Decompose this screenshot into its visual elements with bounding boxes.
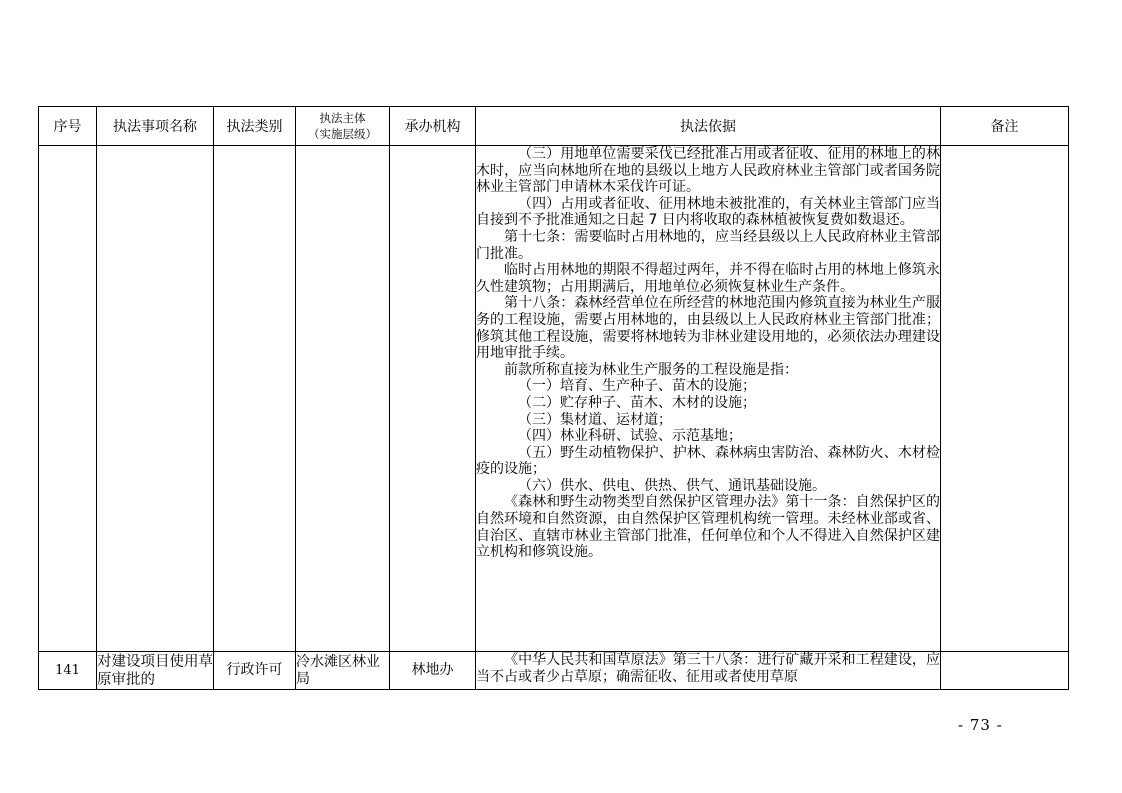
cell-basis-continued — [476, 146, 941, 652]
basis-paragraph: （五）野生动植物保护、护林、森林病虫害防治、森林防火、木材检疫的设施； — [476, 444, 940, 478]
header-category: 执法类别 — [214, 107, 296, 146]
table-row-141 — [39, 652, 1069, 690]
header-item-name: 执法事项名称 — [97, 107, 214, 146]
cell-category-empty — [214, 146, 296, 652]
basis-paragraph: 《中华人民共和国草原法》第三十八条：进行矿藏开采和工程建设，应当不占或者少占草原；确需征收、征用或者使用草原 — [476, 652, 940, 685]
basis-paragraph: 临时占用林地的期限不得超过两年，并不得在临时占用的林地上修筑永久性建筑物；占用期满后，用地单位必须恢复林业生产条件。 — [476, 262, 940, 295]
basis-paragraph: （一）培育、生产种子、苗木的设施； — [518, 378, 756, 395]
header-remarks: 备注 — [941, 107, 1069, 146]
table-row-continued — [39, 146, 1069, 652]
cell-seq-empty — [39, 146, 97, 652]
header-agency: 承办机构 — [390, 107, 476, 146]
cell-subject: 冷水滩区林业局 — [296, 652, 390, 690]
basis-paragraph: （四）林业科研、试验、示范基地； — [518, 428, 742, 445]
basis-paragraph: （二）贮存种子、苗木、木材的设施； — [518, 394, 756, 411]
cell-seq: 141 — [39, 652, 97, 690]
basis-paragraph: （三）用地单位需要采伐已经批准占用或者征收、征用的林地上的林木时，应当向林地所在地的县级以上地方人民政府林业主管部门或者国务院林业主管部门申请林木采伐许可证。 — [476, 146, 940, 196]
header-seq: 序号 — [39, 107, 97, 146]
header-subject-line1: 执法主体 — [319, 111, 366, 125]
basis-paragraph: （四）占用或者征收、征用林地未被批准的，有关林业主管部门应当自接到不予批准通知之日起 7 日内将收取的森林植被恢复费如数退还。 — [476, 195, 940, 229]
basis-paragraph: （六）供水、供电、供热、供气、通讯基础设施。 — [518, 477, 826, 494]
cell-agency: 林地办 — [390, 652, 476, 690]
cell-remarks — [941, 652, 1069, 690]
cell-remarks-empty — [941, 146, 1069, 652]
cell-basis — [476, 652, 941, 690]
basis-paragraph: 前款所称直接为林业生产服务的工程设施是指： — [504, 361, 798, 378]
header-subject-line2: （实施层级） — [308, 127, 377, 141]
header-basis: 执法依据 — [476, 107, 941, 146]
basis-paragraph: 第十八条：森林经营单位在所经营的林地范围内修筑直接为林业生产服务的工程设施，需要占用林地的，由县级以上人民政府林业主管部门批准；修筑其他工程设施，需要将林地转为非林业建设用地的，必须依法办理建设用地审批手续。 — [476, 295, 940, 362]
law-enforcement-table — [38, 106, 1069, 690]
header-row — [39, 107, 1069, 146]
cell-subject-empty — [296, 146, 390, 652]
cell-category: 行政许可 — [214, 652, 296, 690]
basis-paragraphs — [476, 146, 940, 561]
page-number: - 73 - — [958, 716, 1003, 734]
basis-paragraph: （三）集材道、运材道； — [518, 411, 672, 428]
cell-agency-empty — [390, 146, 476, 652]
basis-paragraph: 《森林和野生动物类型自然保护区管理办法》第十一条：自然保护区的自然环境和自然资源，由自然保护区管理机构统一管理。未经林业部或省、自治区、直辖市林业主管部门批准，任何单位和个人不得进入自然保护区建立机构和修筑设施。 — [476, 494, 940, 561]
cell-item-name-empty — [97, 146, 214, 652]
basis-paragraph: 第十七条：需要临时占用林地的，应当经县级以上人民政府林业主管部门批准。 — [476, 228, 940, 262]
header-subject — [296, 107, 390, 146]
cell-item-name: 对建设项目使用草原审批的 — [97, 653, 213, 688]
